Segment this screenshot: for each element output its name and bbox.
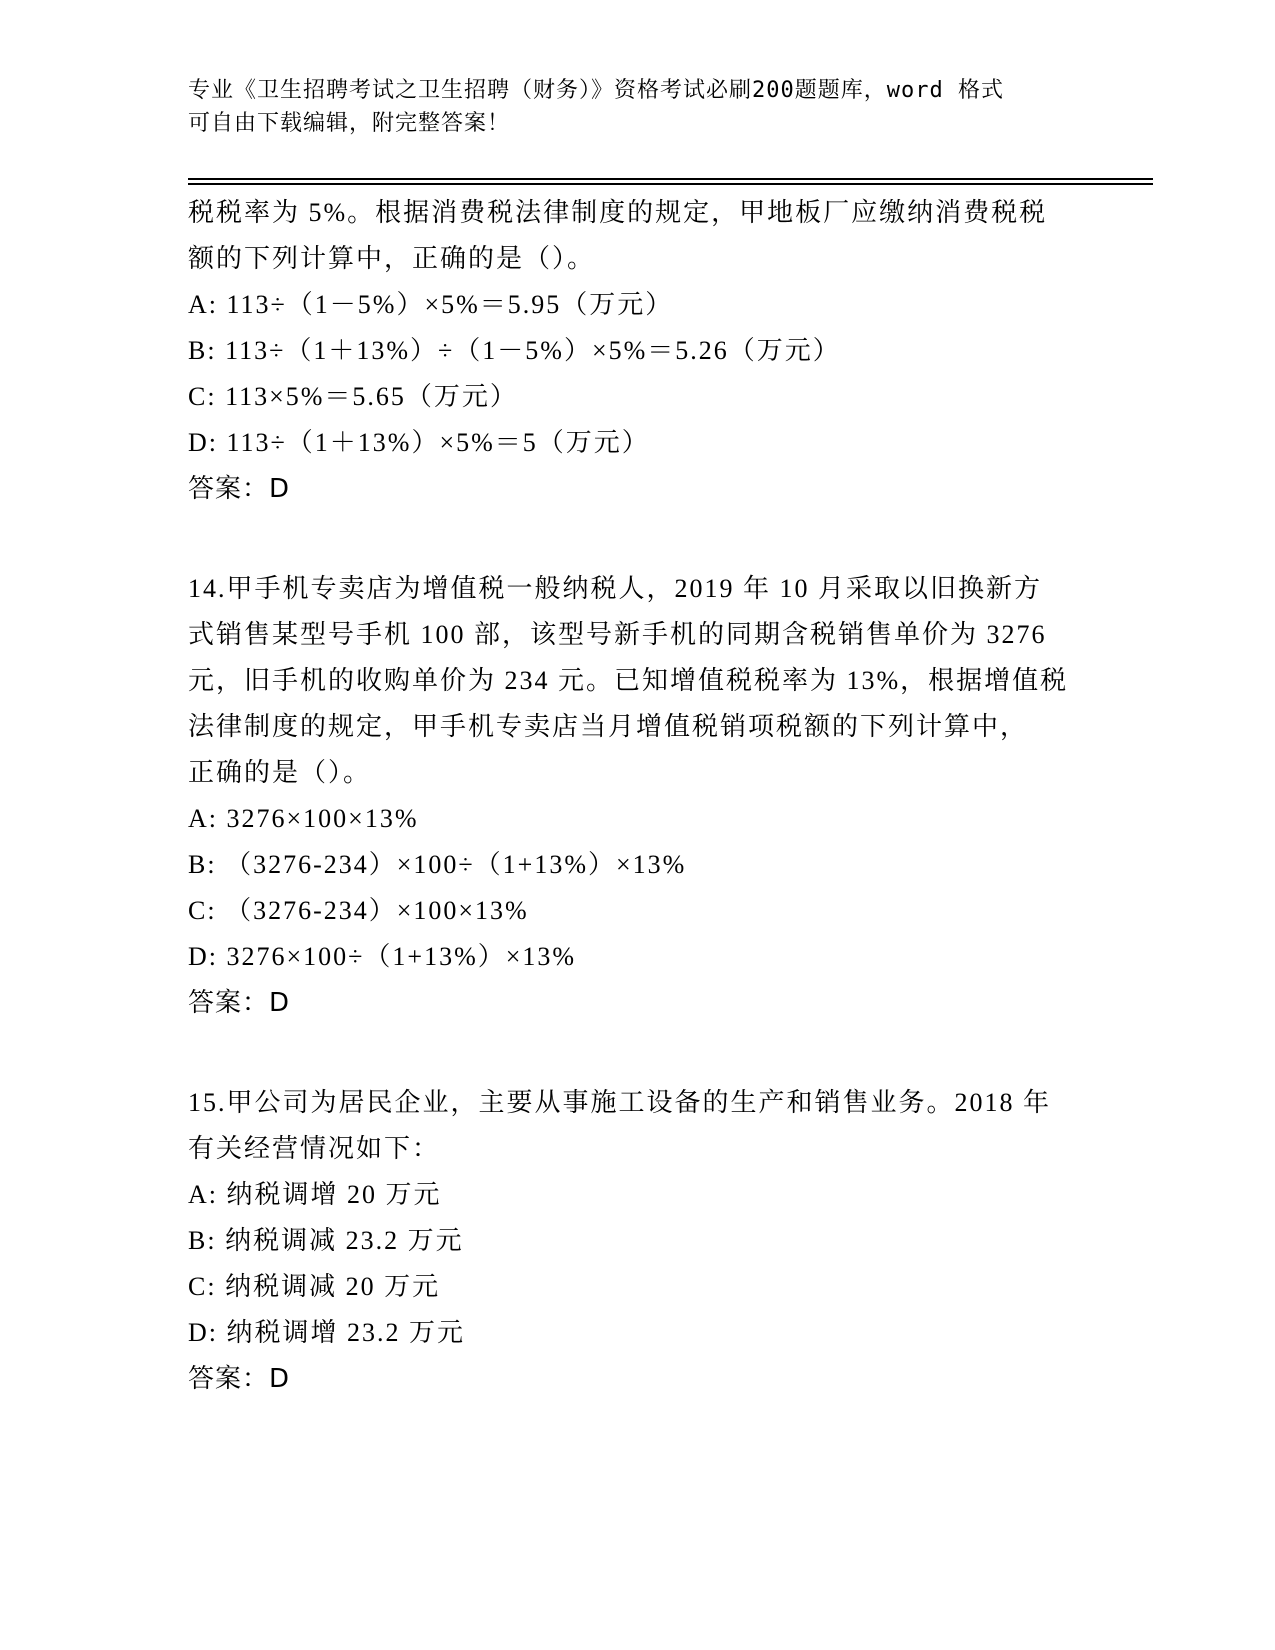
document-header bbox=[188, 74, 1088, 140]
question-spacer bbox=[188, 512, 1088, 566]
question-13-stem-line: 额的下列计算中，正确的是（）。 bbox=[188, 244, 596, 273]
question-14-stem-line: 元，旧手机的收购单价为 234 元。已知增值税税率为 13%，根据增值税 bbox=[188, 666, 1069, 695]
question-14-stem-line: 正确的是（）。 bbox=[188, 758, 372, 787]
header-divider-bottom bbox=[188, 183, 1153, 185]
question-14-option-c: C: （3276-234）×100×13% bbox=[188, 896, 529, 925]
header-line-1: 专业《卫生招聘考试之卫生招聘（财务）》资格考试必刷200题题库，word 格式 bbox=[188, 78, 1004, 103]
question-14-answer: 答案：D bbox=[188, 988, 291, 1018]
question-15-answer: 答案：D bbox=[188, 1364, 291, 1394]
question-15-option-b: B: 纳税调减 23.2 万元 bbox=[188, 1226, 464, 1255]
question-15-stem-line: 15.甲公司为居民企业，主要从事施工设备的生产和销售业务。2018 年 bbox=[188, 1088, 1052, 1117]
question-13 bbox=[188, 190, 1088, 512]
question-15-stem-line: 有关经营情况如下： bbox=[188, 1134, 441, 1163]
question-spacer bbox=[188, 1026, 1088, 1080]
question-14-stem-line: 法律制度的规定，甲手机专卖店当月增值税销项税额的下列计算中， bbox=[188, 712, 1029, 741]
question-14-stem-line: 14.甲手机专卖店为增值税一般纳税人，2019 年 10 月采取以旧换新方 bbox=[188, 574, 1043, 603]
question-15 bbox=[188, 1080, 1088, 1402]
question-13-answer: 答案：D bbox=[188, 474, 291, 504]
question-14-option-d: D: 3276×100÷（1+13%）×13% bbox=[188, 942, 577, 971]
question-13-option-b: B: 113÷（1＋13%）÷（1－5%）×5%＝5.26（万元） bbox=[188, 336, 841, 365]
question-15-option-c: C: 纳税调减 20 万元 bbox=[188, 1272, 441, 1301]
question-13-option-a: A: 113÷（1－5%）×5%＝5.95（万元） bbox=[188, 290, 674, 319]
question-14-stem-line: 式销售某型号手机 100 部，该型号新手机的同期含税销售单价为 3276 bbox=[188, 620, 1047, 649]
question-15-option-d: D: 纳税调增 23.2 万元 bbox=[188, 1318, 466, 1347]
header-line-2: 可自由下载编辑，附完整答案！ bbox=[188, 111, 511, 136]
question-13-stem-line: 税税率为 5%。根据消费税法律制度的规定，甲地板厂应缴纳消费税税 bbox=[188, 198, 1048, 227]
question-14 bbox=[188, 566, 1088, 1026]
question-14-option-b: B: （3276-234）×100÷（1+13%）×13% bbox=[188, 850, 687, 879]
question-14-option-a: A: 3276×100×13% bbox=[188, 804, 419, 833]
header-divider-top bbox=[188, 178, 1153, 180]
question-13-option-c: C: 113×5%＝5.65（万元） bbox=[188, 382, 518, 411]
question-15-option-a: A: 纳税调增 20 万元 bbox=[188, 1180, 442, 1209]
question-list bbox=[188, 190, 1088, 1402]
question-13-option-d: D: 113÷（1＋13%）×5%＝5（万元） bbox=[188, 428, 650, 457]
